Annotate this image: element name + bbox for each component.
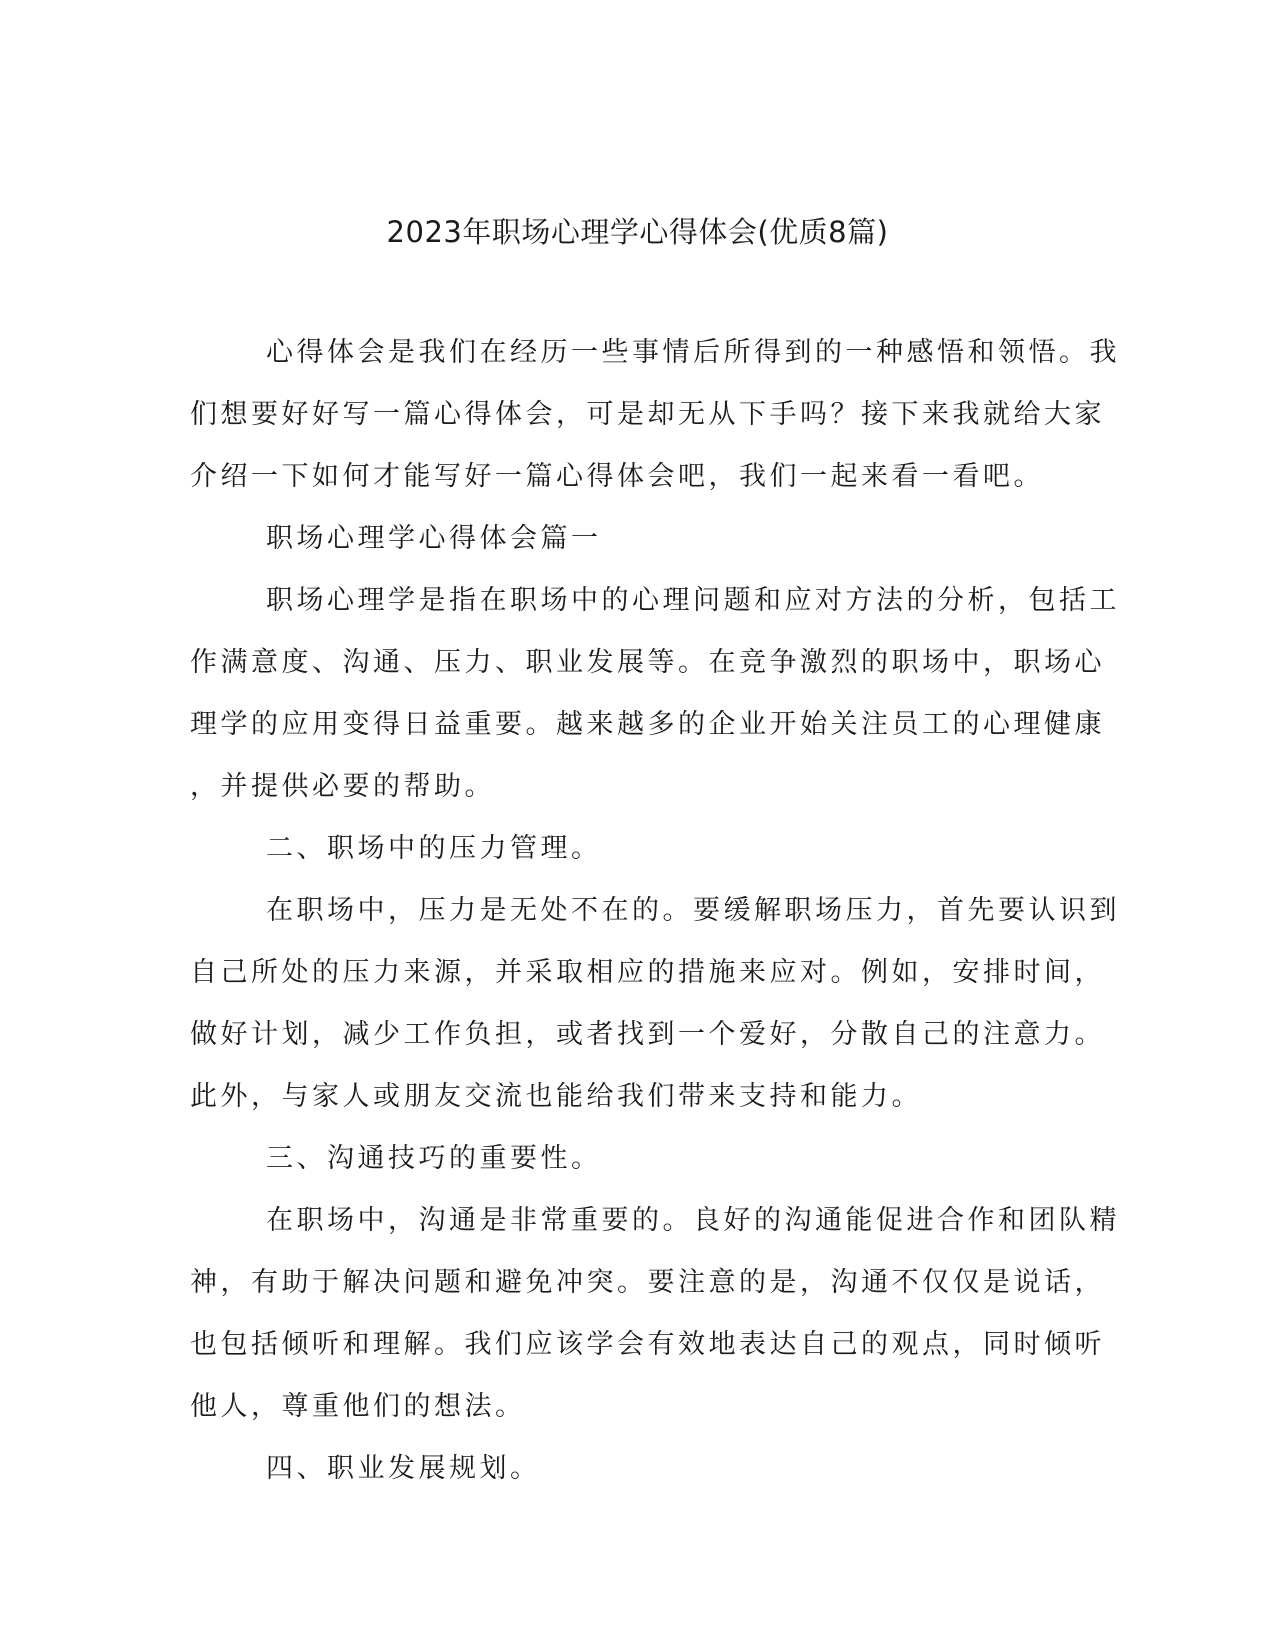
subheading-stress: 二、职场中的压力管理。 xyxy=(266,833,602,864)
heading-2-block xyxy=(190,818,1080,880)
section-heading: 职场心理学心得体会篇一 xyxy=(266,523,602,554)
intro-line: 们想要好好写一篇心得体会，可是却无从下手吗？接下来我就给大家 xyxy=(190,399,1105,430)
intro-line: 心得体会是我们在经历一些事情后所得到的一种感悟和领悟。我 xyxy=(266,337,1120,368)
intro-paragraph xyxy=(190,322,1120,508)
paragraph-line: 在职场中，压力是无处不在的。要缓解职场压力，首先要认识到 xyxy=(266,895,1120,926)
paragraph-line: 在职场中，沟通是非常重要的。良好的沟通能促进合作和团队精 xyxy=(266,1205,1120,1236)
intro-line: 介绍一下如何才能写好一篇心得体会吧，我们一起来看一看吧。 xyxy=(190,461,1044,492)
paragraph-line: 作满意度、沟通、压力、职业发展等。在竞争激烈的职场中，职场心 xyxy=(190,647,1105,678)
paragraph-line: 他人，尊重他们的想法。 xyxy=(190,1391,526,1422)
subheading-career: 四、职业发展规划。 xyxy=(266,1453,541,1484)
paragraph-2 xyxy=(190,880,1120,1128)
paragraph-line: 做好计划，减少工作负担，或者找到一个爱好，分散自己的注意力。 xyxy=(190,1019,1105,1050)
paragraph-1 xyxy=(190,570,1120,818)
paragraph-line: 神，有助于解决问题和避免冲突。要注意的是，沟通不仅仅是说话， xyxy=(190,1267,1105,1298)
paragraph-line: 此外，与家人或朋友交流也能给我们带来支持和能力。 xyxy=(190,1081,922,1112)
paragraph-3 xyxy=(190,1190,1120,1438)
heading-3-block xyxy=(190,1128,1080,1190)
paragraph-line: ，并提供必要的帮助。 xyxy=(190,771,495,802)
document-title: 2023年职场心理学心得体会(优质8篇) xyxy=(386,215,889,249)
heading-4-block xyxy=(190,1438,1080,1500)
paragraph-line: 职场心理学是指在职场中的心理问题和应对方法的分析，包括工 xyxy=(266,585,1120,616)
paragraph-line: 也包括倾听和理解。我们应该学会有效地表达自己的观点，同时倾听 xyxy=(190,1329,1105,1360)
paragraph-line: 理学的应用变得日益重要。越来越多的企业开始关注员工的心理健康 xyxy=(190,709,1105,740)
paragraph-line: 自己所处的压力来源，并采取相应的措施来应对。例如，安排时间， xyxy=(190,957,1105,988)
subheading-communication: 三、沟通技巧的重要性。 xyxy=(266,1143,602,1174)
section-heading-block xyxy=(190,508,1080,570)
document-body xyxy=(190,322,1120,1500)
